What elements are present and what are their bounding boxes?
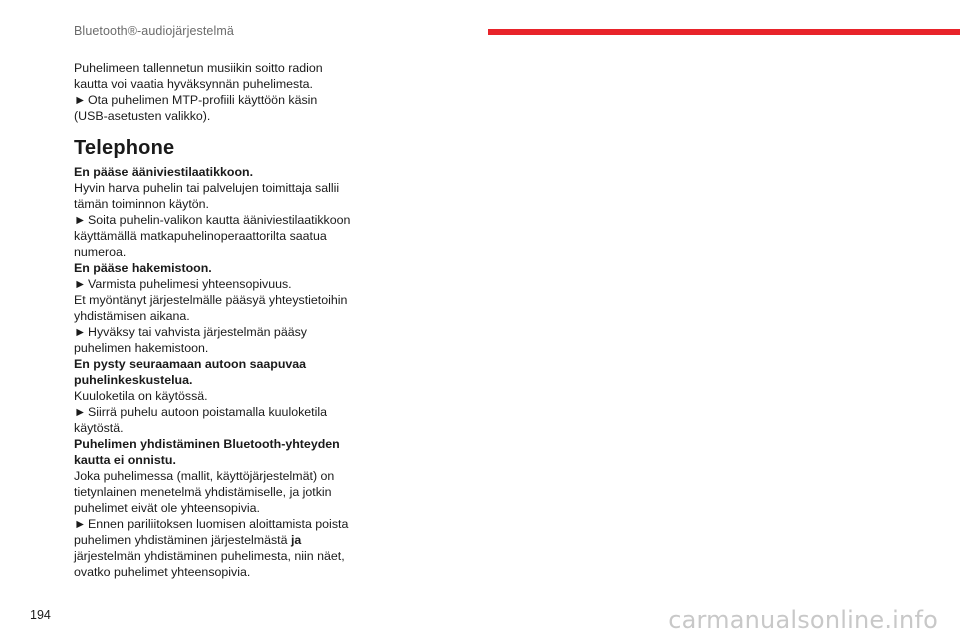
faq-step-text: Siirrä puhelu autoon poistamalla kuuloketila käytöstä. bbox=[74, 405, 328, 435]
intro-step bbox=[74, 92, 354, 124]
intro-paragraph: Puhelimeen tallennetun musiikin soitto radion kautta voi vaatia hyväksynnän puhelimesta. bbox=[74, 61, 323, 91]
faq-answer: Et myöntänyt järjestelmälle pääsyä yhteystietoihin yhdistämisen aikana. bbox=[74, 293, 348, 323]
watermark-text: carmanualsonline.info bbox=[668, 606, 938, 634]
faq-step bbox=[74, 276, 354, 292]
text-column bbox=[74, 60, 354, 580]
faq-answer: Hyvin harva puhelin tai palvelujen toimittaja sallii tämän toiminnon käytön. bbox=[74, 181, 340, 211]
faq-step bbox=[74, 404, 354, 436]
faq-answer: Kuuloketila on käytössä. bbox=[74, 389, 208, 403]
header-accent-bar bbox=[488, 29, 960, 35]
faq-step-text: Hyväksy tai vahvista järjestelmän pääsy puhelimen hakemistoon. bbox=[74, 325, 307, 355]
faq-question: En pääse hakemistoon. bbox=[74, 261, 212, 275]
running-header: Bluetooth®-audiojärjestelmä bbox=[74, 24, 234, 38]
faq-step-emphasis: ja bbox=[290, 533, 302, 547]
faq-step-text: Varmista puhelimesi yhteensopivuus. bbox=[88, 277, 292, 291]
faq-answer: Joka puhelimessa (mallit, käyttöjärjestelmät) on tietynlainen menetelmä yhdistämiselle, ja jotkin puhelimet eivät ole yhteensopivia. bbox=[74, 469, 335, 515]
arrow-icon: ► bbox=[74, 93, 87, 107]
faq-step-text: Ennen pariliitoksen luomisen aloittamista poista puhelimen yhdistäminen järjestelmästä bbox=[74, 517, 349, 547]
faq-step bbox=[74, 516, 354, 580]
faq-question: En pääse ääniviestilaatikkoon. bbox=[74, 165, 254, 179]
faq-step-text: Soita puhelin-valikon kautta ääniviestilaatikkoon käyttämällä matkapuhelinoperaattorilta saatua numeroa. bbox=[74, 213, 351, 259]
faq-step-text-cont: järjestelmän yhdistäminen puhelimesta, niin näet, ovatko puhelimet yhteensopivia. bbox=[74, 549, 345, 579]
section-title: Telephone bbox=[74, 137, 175, 159]
faq-step bbox=[74, 324, 354, 356]
arrow-icon: ► bbox=[74, 405, 87, 419]
faq-question: Puhelimen yhdistäminen Bluetooth-yhteyden kautta ei onnistu. bbox=[74, 437, 340, 467]
arrow-icon: ► bbox=[74, 277, 87, 291]
faq-step bbox=[74, 212, 354, 260]
arrow-icon: ► bbox=[74, 325, 87, 339]
arrow-icon: ► bbox=[74, 213, 87, 227]
arrow-icon: ► bbox=[74, 517, 87, 531]
intro-step-text: Ota puhelimen MTP-profiili käyttöön käsin (USB-asetusten valikko). bbox=[74, 93, 318, 123]
page-number: 194 bbox=[30, 608, 51, 622]
faq-question: En pysty seuraamaan autoon saapuvaa puhelinkeskustelua. bbox=[74, 357, 307, 387]
